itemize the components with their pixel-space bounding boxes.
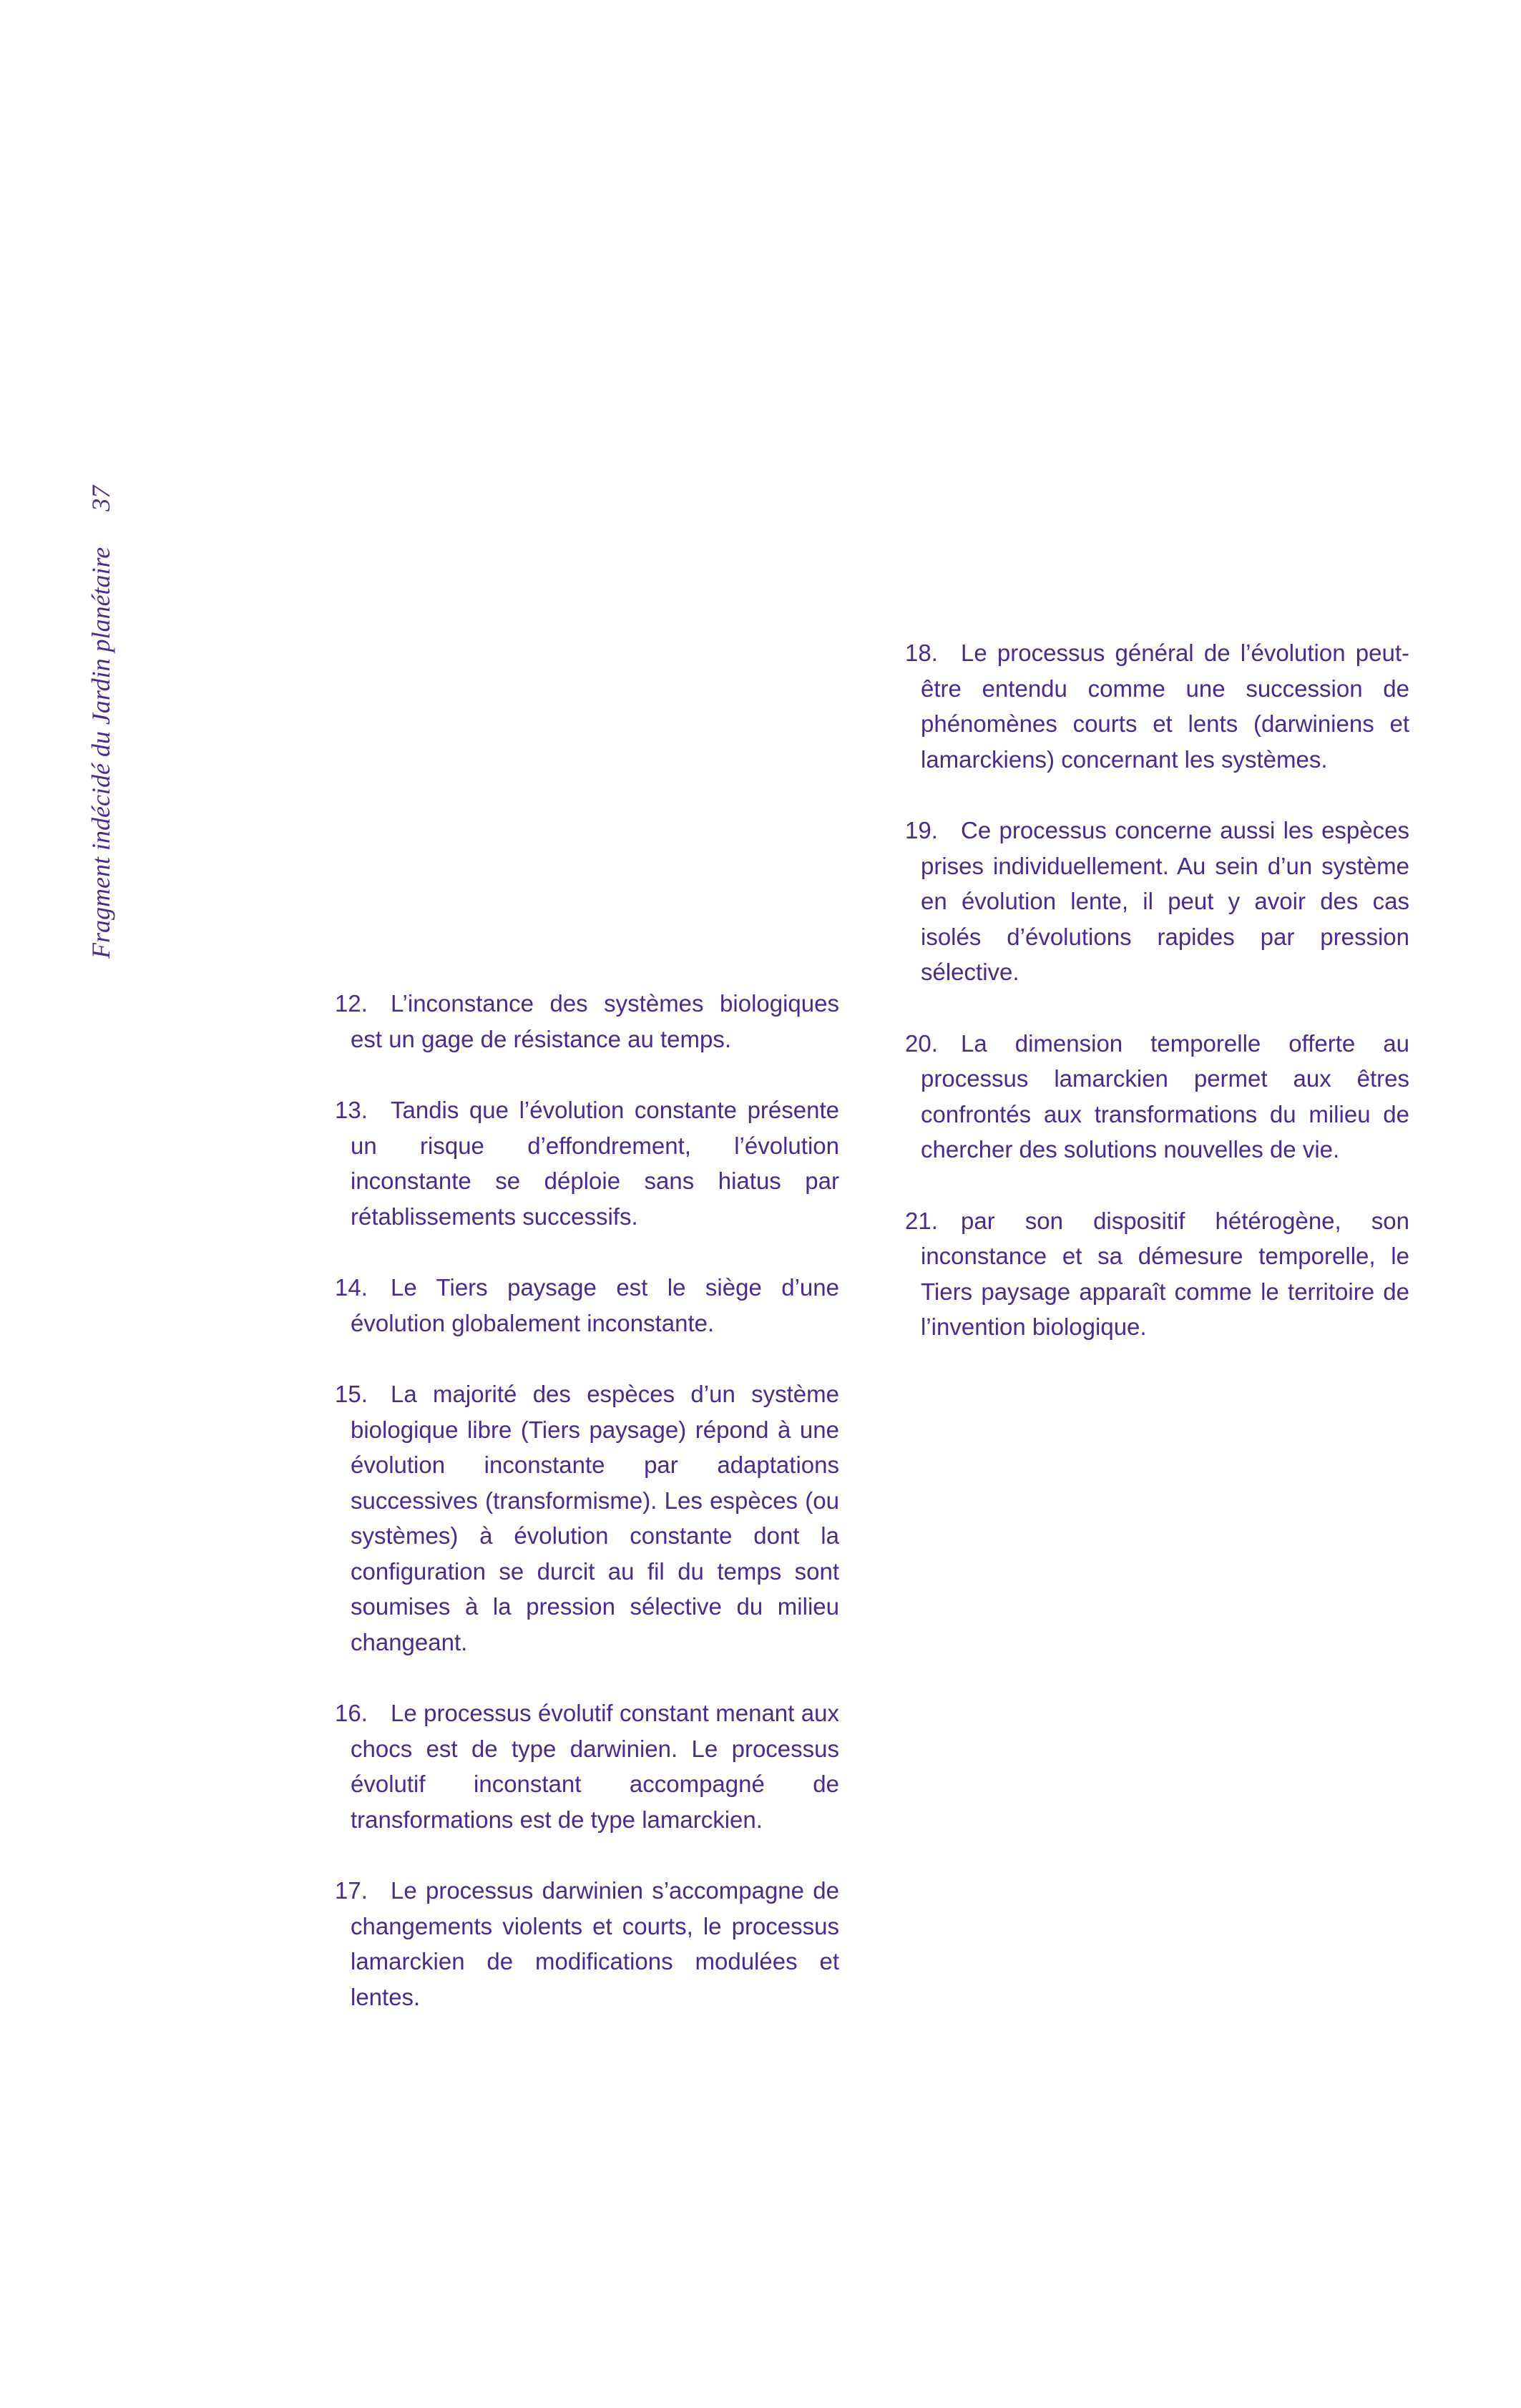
paragraph-text: Le processus darwinien s’accompagne de changements violents et courts, le processus lamarckien de modifications modulées et lentes. xyxy=(351,1877,839,2010)
numbered-paragraph xyxy=(905,813,1409,990)
paragraph-number: 14. xyxy=(335,1274,368,1301)
paragraph-number: 20. xyxy=(905,1029,938,1057)
paragraph-text: L’inconstance des systèmes biologiques est un gage de résistance au temps. xyxy=(351,990,839,1052)
right-column xyxy=(905,635,1409,1381)
numbered-paragraph xyxy=(905,1203,1409,1345)
paragraph-text: Le processus général de l’évolution peut-être entendu comme une succession de phénomènes courts et lents (darwiniens et lamarckiens) concernant les systèmes. xyxy=(921,640,1409,773)
paragraph-number: 15. xyxy=(335,1381,368,1407)
paragraph-number: 18. xyxy=(905,640,938,666)
left-column xyxy=(335,986,839,2050)
paragraph-text: par son dispositif hétérogène, son inconstance et sa démesure temporelle, le Tiers paysage apparaît comme le territoire de l’invention biologique. xyxy=(921,1207,1409,1340)
numbered-paragraph xyxy=(335,1092,839,1234)
paragraph-text: La majorité des espèces d’un système biologique libre (Tiers paysage) répond à une évolution inconstante par adaptations successives (transformisme). Les espèces (ou systèmes) à évolution constante dont la configuration se durcit au fil du temps sont soumises à la pression sélective du milieu changeant. xyxy=(351,1381,839,1655)
numbered-paragraph xyxy=(335,1695,839,1837)
paragraph-number: 19. xyxy=(905,817,938,843)
paragraph-text: Le processus évolutif constant menant aux chocs est de type darwinien. Le processus évolutif inconstant accompagné de transformations est de type lamarckien. xyxy=(351,1700,839,1833)
paragraph-text: Le Tiers paysage est le siège d’une évolution globalement inconstante. xyxy=(351,1274,839,1336)
paragraph-number: 16. xyxy=(335,1700,368,1726)
numbered-paragraph xyxy=(905,635,1409,777)
paragraph-number: 12. xyxy=(335,990,368,1017)
numbered-paragraph xyxy=(335,1270,839,1341)
paragraph-text: La dimension temporelle offerte au processus lamarckien permet aux êtres confrontés aux transformations du milieu de chercher des solutions nouvelles de vie. xyxy=(921,1029,1409,1163)
numbered-paragraph xyxy=(335,1873,839,2015)
paragraph-text: Tandis que l’évolution constante présente un risque d’effondrement, l’évolution inconstante se déploie sans hiatus par rétablissements successifs. xyxy=(351,1097,839,1230)
numbered-paragraph xyxy=(905,1026,1409,1168)
numbered-paragraph xyxy=(335,986,839,1057)
numbered-paragraph xyxy=(335,1376,839,1660)
paragraph-text: Ce processus concerne aussi les espèces prises individuellement. Au sein d’un système en évolution lente, il peut y avoir des cas isolés d’évolutions rapides par pression sélective. xyxy=(921,817,1409,985)
running-head-text xyxy=(86,486,116,959)
running-head-title: Fragment indécidé du Jardin planétaire xyxy=(87,547,115,959)
paragraph-number: 17. xyxy=(335,1877,368,1904)
paragraph-number: 21. xyxy=(905,1207,938,1234)
paragraph-number: 13. xyxy=(335,1097,368,1123)
page-number: 37 xyxy=(87,485,115,512)
